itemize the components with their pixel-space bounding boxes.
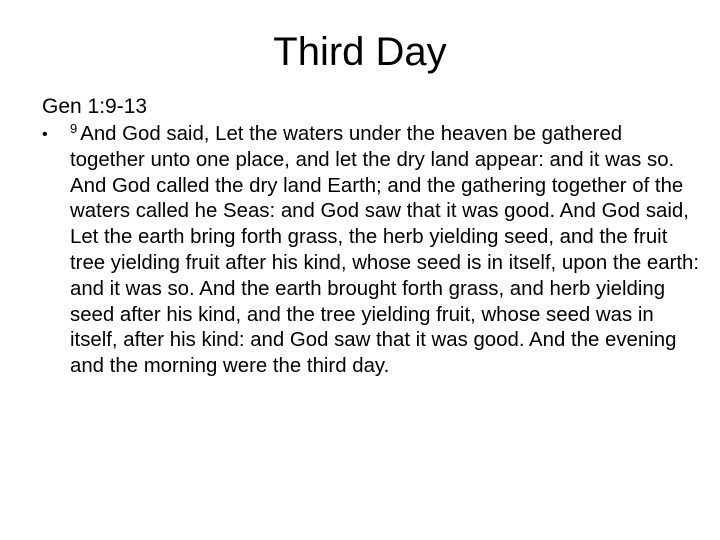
verse-paragraph — [70, 122, 702, 380]
bullet-icon: • — [42, 126, 48, 143]
verse-number: 9 — [70, 121, 78, 136]
slide-title: Third Day — [273, 30, 447, 74]
scripture-reference: Gen 1:9-13 — [42, 95, 148, 118]
verse-body: And God said, Let the waters under the heaven be gathered together unto one place, and let the dry land appear: and it was so. And God called the dry land Earth; and the gathering together of the waters called he Seas: and God saw that it was good. And God said, Let the earth bring forth grass, the herb yielding seed, and the fruit tree yielding fruit after his kind, whose seed is in itself, upon the earth: and it was so. And the earth brought forth grass, and herb yielding seed after his kind, and the tree yielding fruit, whose seed was in itself, after his kind: and God saw that it was good. And the evening and the morning were the third day. — [70, 123, 700, 378]
